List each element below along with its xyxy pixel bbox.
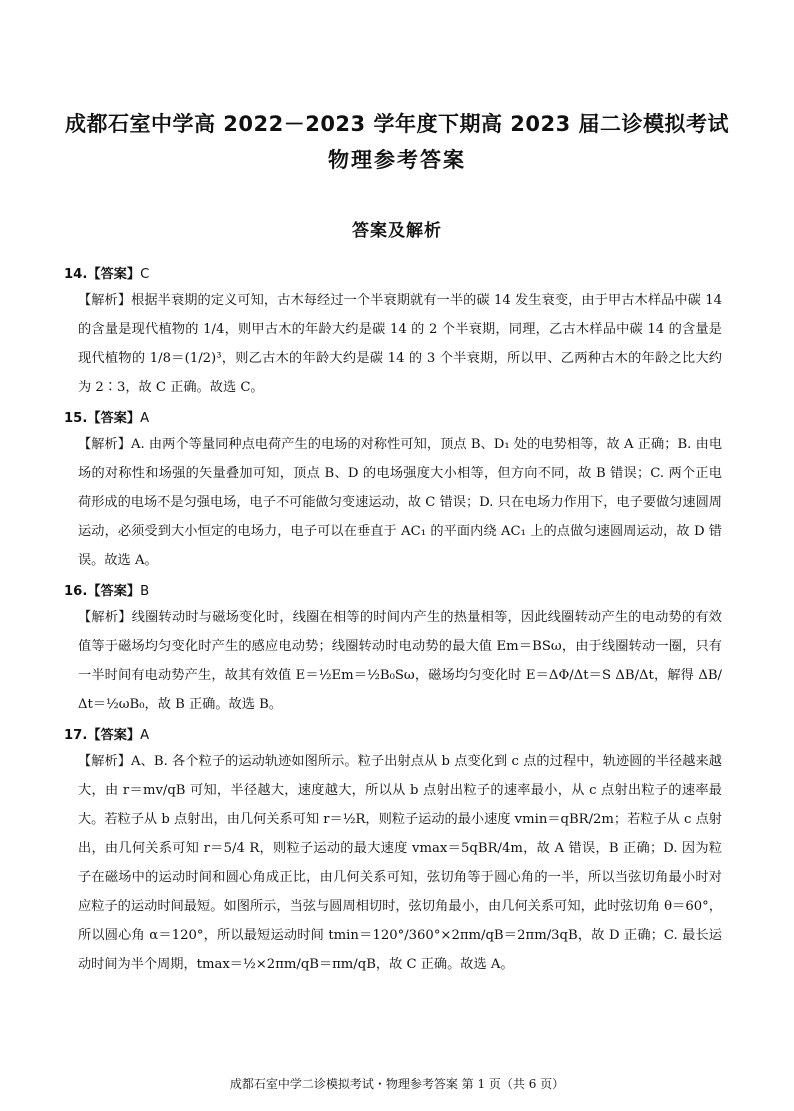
question-14-answer [64, 264, 708, 286]
page-subtitle: 物理参考答案 [328, 148, 466, 172]
analysis-label: 【解析】 [78, 293, 132, 308]
analysis-label: 【解析】 [78, 610, 132, 625]
question-15-analysis [78, 430, 722, 575]
question-15-answer [64, 408, 708, 430]
analysis-text: A、B. 各个粒子的运动轨迹如图所示。粒子出射点从 b 点变化到 c 点的过程中，轨迹圆的半径越来越大，由 r＝mv/qB 可知，半径越大，速度越大，所以从 b 点射出粒子的速率最小，从 c 点射出粒子的速率最大。若粒子从 b 点射出，由几何关系可知 r＝½R，则粒子运动的最小速度 vmin＝qBR/2m；若粒子从 c 点射出，由几何关系可知 r＝5/4 R，则粒子运动的最大速度 vmax＝5qBR/4m，故 A 错误，B 正确；D. 因为粒子在磁场中的运动时间和圆心角成正比，由几何关系可知，弦切角等于圆心角的一半，所以当弦切角最小时对应粒子的运动时间最短。如图所示，当弦与圆周相切时，弦切角最小，由几何关系可知，此时弦切角 θ＝60°，所以圆心角 α＝120°，所以最短运动时间 tmin＝120°/360°×2πm/qB＝2πm/3qB，故 D 正确；C. 最长运动时间为半个周期，tmax＝½×2πm/qB＝πm/qB，故 C 正确。故选 A。 [78, 754, 722, 972]
page-footer: 成都石室中学二诊模拟考试・物理参考答案 第 1 页（共 6 页） [229, 1077, 565, 1091]
analysis-text: 线圈转动时与磁场变化时，线圈在相等的时间内产生的热量相等，因此线圈转动产生的电动势的有效值等于磁场均匀变化时产生的感应电动势；线圈转动时电动势的最大值 Em＝BSω，由于线圈转动一圈，只有一半时间有电动势产生，故其有效值 E＝½Em＝½B₀Sω，磁场均匀变化时 E＝ΔΦ/Δt＝S ΔB/Δt，解得 ΔB/Δt＝½ωB₀，故 B 正确。故选 B。 [78, 610, 722, 712]
question-number: 16. [64, 584, 88, 599]
answer-value: C [140, 267, 150, 282]
question-number: 17. [64, 728, 88, 743]
analysis-label: 【解析】 [78, 754, 132, 769]
answer-label: 【答案】 [87, 728, 141, 743]
question-17-answer [64, 725, 708, 747]
answer-value: A [140, 411, 150, 426]
question-16-answer [64, 581, 708, 603]
analysis-text: A. 由两个等量同种点电荷产生的电场的对称性可知，顶点 B、D₁ 处的电势相等，故 A 正确；B. 由电场的对称性和场强的矢量叠加可知，顶点 B、D 的电场强度大小相等，但方向不同，故 B 错误；C. 两个正电荷形成的电场不是匀强电场，电子不可能做匀变速运动，故 C 错误；D. 只在电场力作用下，电子要做匀速圆周运动，必须受到大小恒定的电场力，电子可以在垂直于 AC₁ 的平面内绕 AC₁ 上的点做匀速圆周运动，故 D 错误。故选 A。 [78, 437, 723, 568]
question-number: 15. [64, 411, 88, 426]
question-17-analysis [78, 747, 722, 979]
answer-label: 【答案】 [87, 584, 141, 599]
section-title: 答案及解析 [352, 221, 442, 241]
analysis-label: 【解析】 [78, 437, 131, 452]
answer-content [64, 258, 723, 979]
question-14-analysis [78, 286, 722, 402]
answer-label: 【答案】 [87, 267, 141, 282]
page-title: 成都石室中学高 2022－2023 学年度下期高 2023 届二诊模拟考试 [64, 112, 730, 136]
question-number: 14. [64, 267, 88, 282]
answer-label: 【答案】 [87, 411, 141, 426]
answer-value: A [140, 728, 150, 743]
question-16-analysis [78, 603, 722, 719]
analysis-text: 根据半衰期的定义可知，古木每经过一个半衰期就有一半的碳 14 发生衰变，由于甲古木样品中碳 14 的含量是现代植物的 1/4，则甲古木的年龄大约是碳 14 的 2 个半衰期，同理，乙古木样品中碳 14 的含量是现代植物的 1/8＝(1/2)³，则乙古木的年龄大约是碳 14 的 3 个半衰期，所以甲、乙两种古木的年龄之比大约为 2∶3，故 C 正确。故选 C。 [78, 293, 722, 395]
answer-value: B [140, 584, 150, 599]
